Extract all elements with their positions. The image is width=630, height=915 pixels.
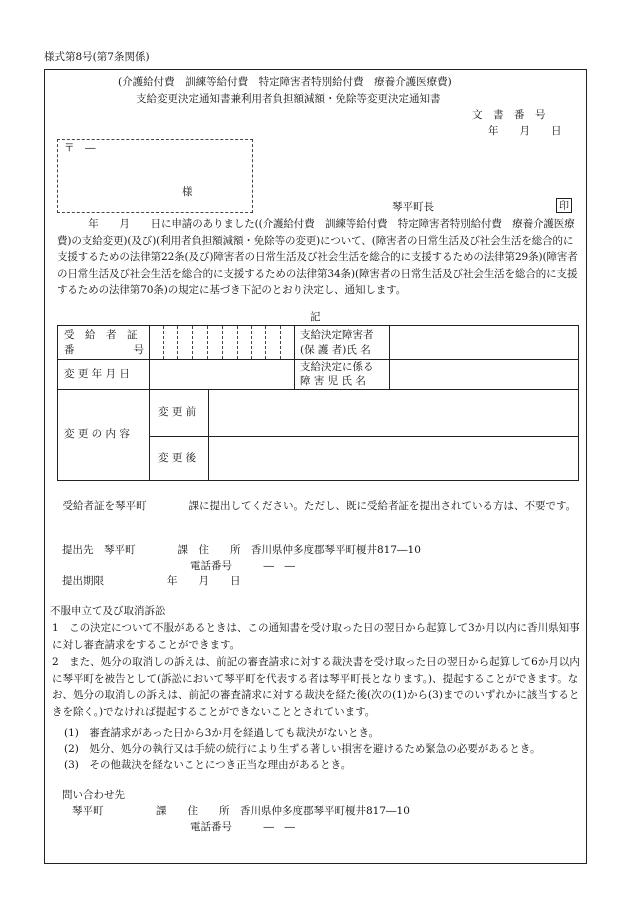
appeal-heading: 不服申立て及び取消訴訟 (50, 605, 166, 617)
person-label-1: 支給決定障害者 (300, 329, 374, 341)
appeal-sub-1: (1) 審査請求があった日から3か月を経過しても裁決がないとき。 (64, 727, 380, 739)
body-paragraph: 年 月 日に申請のありました((介護給付費 訓練等給付費 特定障害者特別給付費 療養介護医療費)の支給変更)(及び)(利用者負担額減額・免除等の変更)について、(障害者の日常生活及び社会生活を総合的に支援するための法律第22条(及び)障害者の日常生活及び社会生活を総合的に支援するための法律第29条)(障害者の日常生活及び社会生活を総合的に支援するための法律第34条)(障害者の日常生活及び社会生活を総合的に支援するための法律第70条)の規定に基づき下記のとおり決定し、通知します。 (57, 218, 578, 296)
appeal-sub-2: (2) 処分、処分の執行又は手続の続行により生ずる著しい損害を避けるため緊急の必要があるとき。 (64, 743, 541, 755)
inquiry-phone: 電話番号 ― ― (190, 821, 295, 833)
ki-heading: 記 (310, 311, 321, 323)
appeal-item-1: 1 この決定について不服があるときは、この通知書を受け取った日の翌日から起算して3か月以内に香川県知事に対し審査請求をすることができます。 (52, 622, 580, 651)
date-label: 年 月 日 (488, 125, 562, 137)
postal-mark: 〒 ― (64, 142, 96, 154)
addressee-suffix: 様 (182, 186, 193, 198)
before-label: 変 更 前 (158, 406, 197, 418)
recipient-number-label-1: 受 給 者 証 (64, 329, 138, 341)
submit-notice: 受給者証を琴平町 課に提出してください。ただし、既に受給者証を提出されている方は、不要です。 (52, 500, 577, 512)
submit-deadline: 提出期限 年 月 日 (62, 575, 241, 587)
title-line-2: 支給変更決定通知書兼利用者負担額減額・免除等変更決定通知書 (136, 93, 441, 105)
person-label-2: (保 護 者)氏 名 (300, 344, 371, 356)
inquiry-line: 琴平町 課 住 所 香川県仲多度郡琴平町榎井817―10 (72, 805, 410, 817)
address-box (57, 139, 253, 213)
child-label-1: 支給決定に係る (300, 361, 374, 373)
form-number-label: 様式第8号(第7条関係) (44, 51, 150, 63)
title-line-1: (介護給付費 訓練等給付費 特定障害者特別給付費 療養介護医療費) (118, 76, 452, 88)
appeal-item-2: 2 また、処分の取消しの訴えは、前記の審査請求に対する裁決書を受け取った日の翌日から起算して6か月以内に琴平町を被告として(訴訟において琴平町を代表する者は琴平町長となります。)、提起することができます。なお、処分の取消しの訴えは、前記の審査請求に対する裁決を経た後(次の(1)から(3)までのいずれかに該当するときを除く。)でなければ提起することができないこととされています。 (52, 656, 580, 718)
decision-table (57, 325, 579, 481)
issuer-name: 琴平町長 (392, 201, 434, 213)
after-label: 変 更 後 (158, 452, 197, 464)
child-label-2: 障 害 児 氏 名 (300, 375, 366, 387)
change-content-label: 変 更 の 内 容 (64, 428, 130, 440)
inquiry-heading: 問い合わせ先 (62, 789, 125, 801)
submit-phone: 電話番号 ― ― (190, 560, 295, 572)
recipient-number-char-b: 号 (133, 344, 144, 356)
submit-to: 提出先 琴平町 課 住 所 香川県仲多度郡琴平町榎井817―10 (62, 544, 421, 556)
recipient-number-label-2 (64, 344, 144, 357)
change-date-label: 変 更 年 月 日 (64, 368, 130, 380)
appeal-sub-3: (3) その他裁決を経ないことにつき正当な理由があるとき。 (64, 759, 352, 771)
recipient-number-char-a: 番 (64, 344, 75, 356)
seal-mark: 印 (556, 198, 572, 213)
document-number-label: 文 書 番 号 (472, 109, 546, 121)
